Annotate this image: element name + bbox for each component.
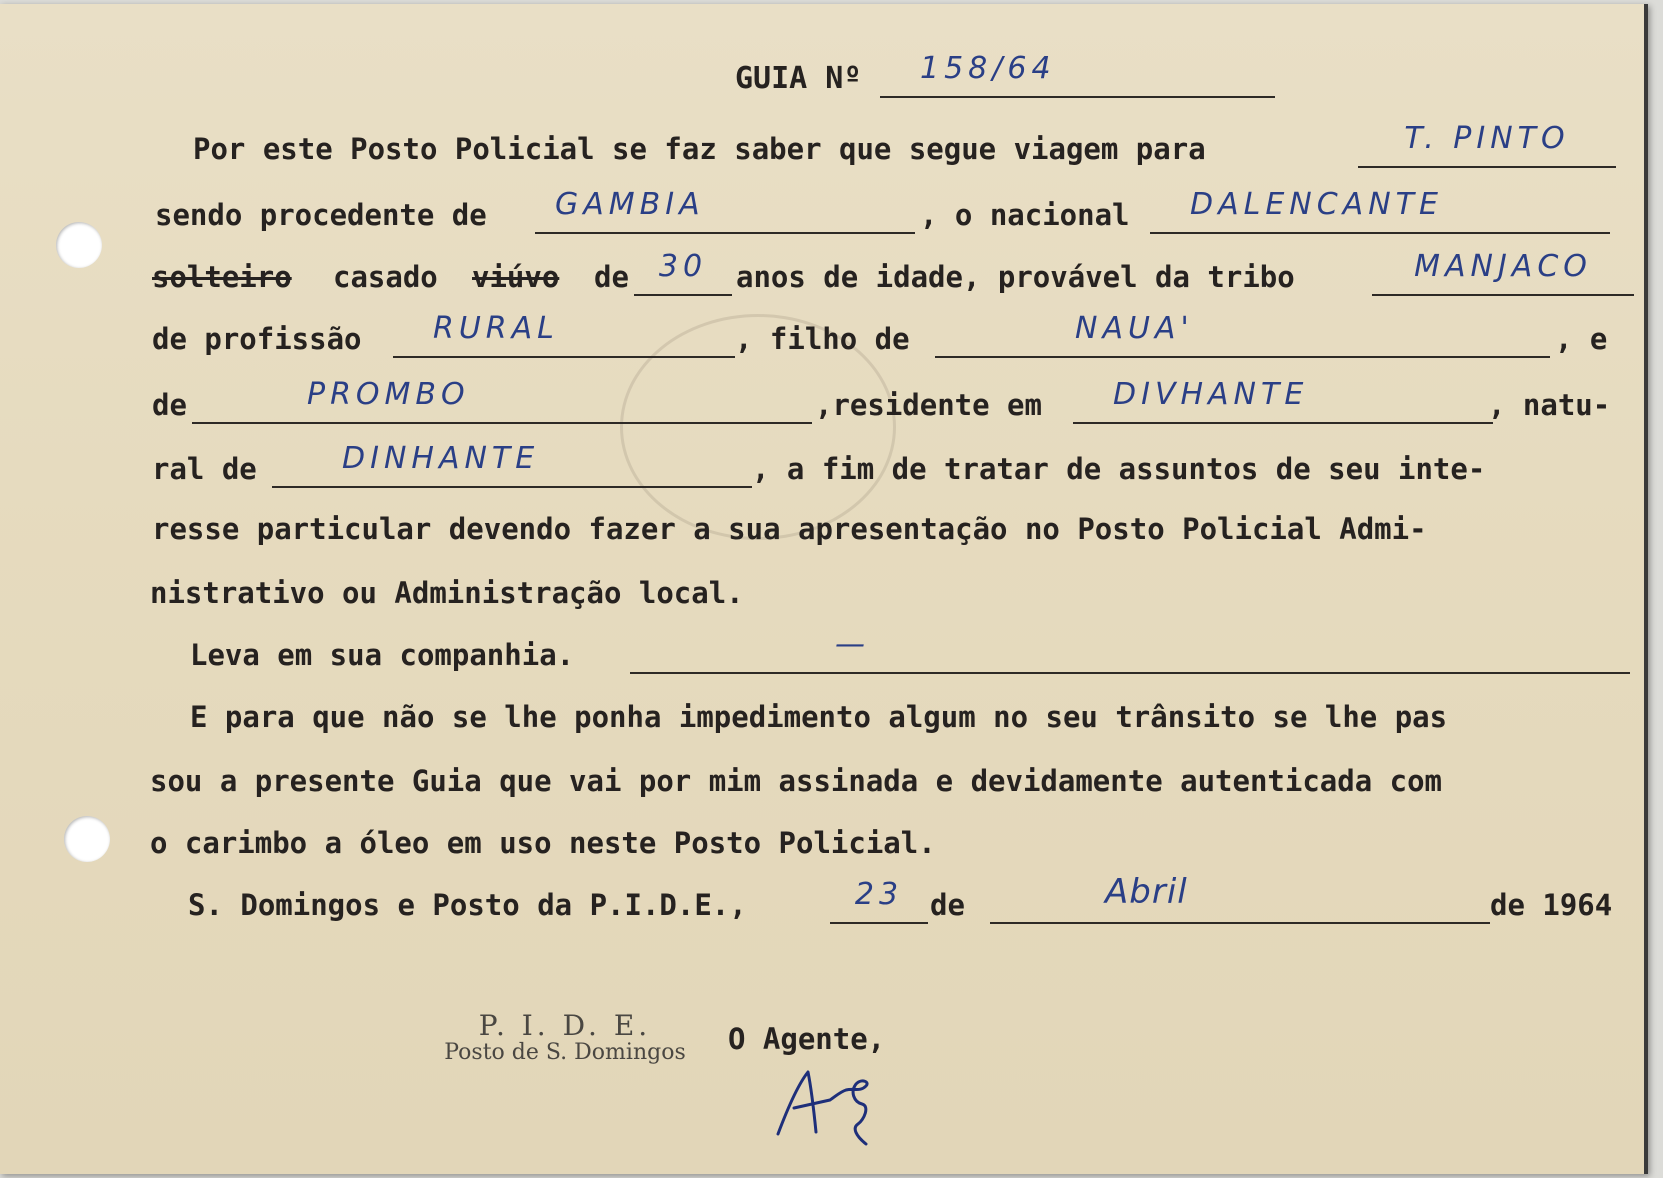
age-label: de — [594, 260, 629, 294]
age-tribe-label: anos de idade, provável da tribo — [736, 260, 1295, 294]
status-married: casado — [333, 260, 438, 294]
residence-field — [1073, 377, 1493, 424]
residence-label: ,residente em — [815, 388, 1042, 422]
age-value: 30 — [658, 249, 708, 284]
age-field — [634, 249, 732, 296]
profession-value: RURAL — [433, 311, 559, 346]
origin-field — [535, 187, 915, 234]
mother-label: de — [152, 388, 187, 422]
father-label: , filho de — [735, 322, 910, 356]
agent-label: O Agente, — [728, 1022, 886, 1056]
natural-field — [272, 441, 752, 488]
line-companion — [0, 627, 1648, 678]
line-marital-age — [0, 249, 1648, 300]
closing-text-3: o carimbo a óleo em uso neste Posto Policial. — [150, 826, 936, 860]
destination-value: T. PINTO — [1404, 121, 1570, 156]
profession-field — [393, 311, 735, 358]
destination-label: Por este Posto Policial se faz saber que segue viagem para — [193, 132, 1206, 166]
natural-value: DINHANTE — [342, 441, 540, 476]
date-mid-label: de — [930, 888, 965, 922]
guia-label: GUIA Nº — [735, 61, 862, 96]
residence-value: DIVHANTE — [1113, 377, 1309, 412]
line-profession — [0, 311, 1648, 362]
companion-value: — — [835, 627, 870, 662]
companion-label: Leva em sua companhia. — [190, 638, 575, 672]
national-label: , o nacional — [920, 198, 1130, 232]
natural-post-label: , a fim de tratar de assuntos de seu inte- — [752, 452, 1486, 486]
purpose-text-1: resse particular devendo fazer a sua apresentação no Posto Policial Admi- — [152, 512, 1427, 546]
pide-stamp — [405, 1009, 725, 1065]
origin-value: GAMBIA — [555, 187, 705, 222]
line-closing-1 — [0, 700, 1648, 740]
line-natural — [0, 441, 1648, 492]
natural-label: ral de — [152, 452, 257, 486]
destination-field — [1358, 121, 1616, 168]
mother-value: PROMBO — [307, 377, 470, 412]
header-line — [0, 51, 1648, 102]
purpose-text-2: nistrativo ou Administração local. — [150, 576, 744, 610]
line-mother-residence — [0, 377, 1648, 428]
residence-post-label: , natu- — [1488, 388, 1611, 422]
date-place-label: S. Domingos e Posto da P.I.D.E., — [188, 888, 747, 922]
status-single-struck: solteiro — [152, 260, 292, 294]
profession-label: de profissão — [152, 322, 362, 356]
stamp-line-2: Posto de S. Domingos — [444, 1040, 686, 1065]
month-value: Abril — [1105, 872, 1188, 912]
father-value: NAUA' — [1075, 311, 1194, 346]
month-field — [990, 872, 1490, 924]
line-date — [0, 872, 1648, 928]
tribe-value: MANJACO — [1414, 249, 1592, 284]
stamp-line-1: P. I. D. E. — [478, 1009, 652, 1042]
guia-number-field — [880, 51, 1275, 98]
line-closing-3 — [0, 826, 1648, 866]
year-label: de 1964 — [1490, 888, 1613, 922]
closing-text-1: E para que não se lhe ponha impedimento algum no seu trânsito se lhe pas — [190, 700, 1448, 734]
day-value: 23 — [854, 877, 904, 912]
guia-number: 158/64 — [920, 51, 1056, 86]
origin-label: sendo procedente de — [155, 198, 487, 232]
national-field — [1150, 187, 1610, 234]
tribe-field — [1372, 249, 1634, 296]
father-field — [935, 311, 1550, 358]
line-origin — [0, 187, 1648, 238]
national-value: DALENCANTE — [1190, 187, 1443, 222]
closing-text-2: sou a presente Guia que vai por mim assinada e devidamente autenticada com — [150, 764, 1443, 798]
day-field — [830, 877, 928, 924]
status-widow-struck: viúvo — [472, 260, 560, 294]
line-closing-2 — [0, 764, 1648, 804]
agent-signature — [770, 1062, 920, 1152]
document-page — [0, 4, 1648, 1174]
line-purpose-2 — [0, 576, 1648, 616]
mother-field — [192, 377, 812, 424]
father-post-label: , e — [1555, 322, 1608, 356]
line-purpose-1 — [0, 512, 1648, 552]
companion-field — [630, 627, 1630, 674]
line-destination — [0, 121, 1648, 172]
